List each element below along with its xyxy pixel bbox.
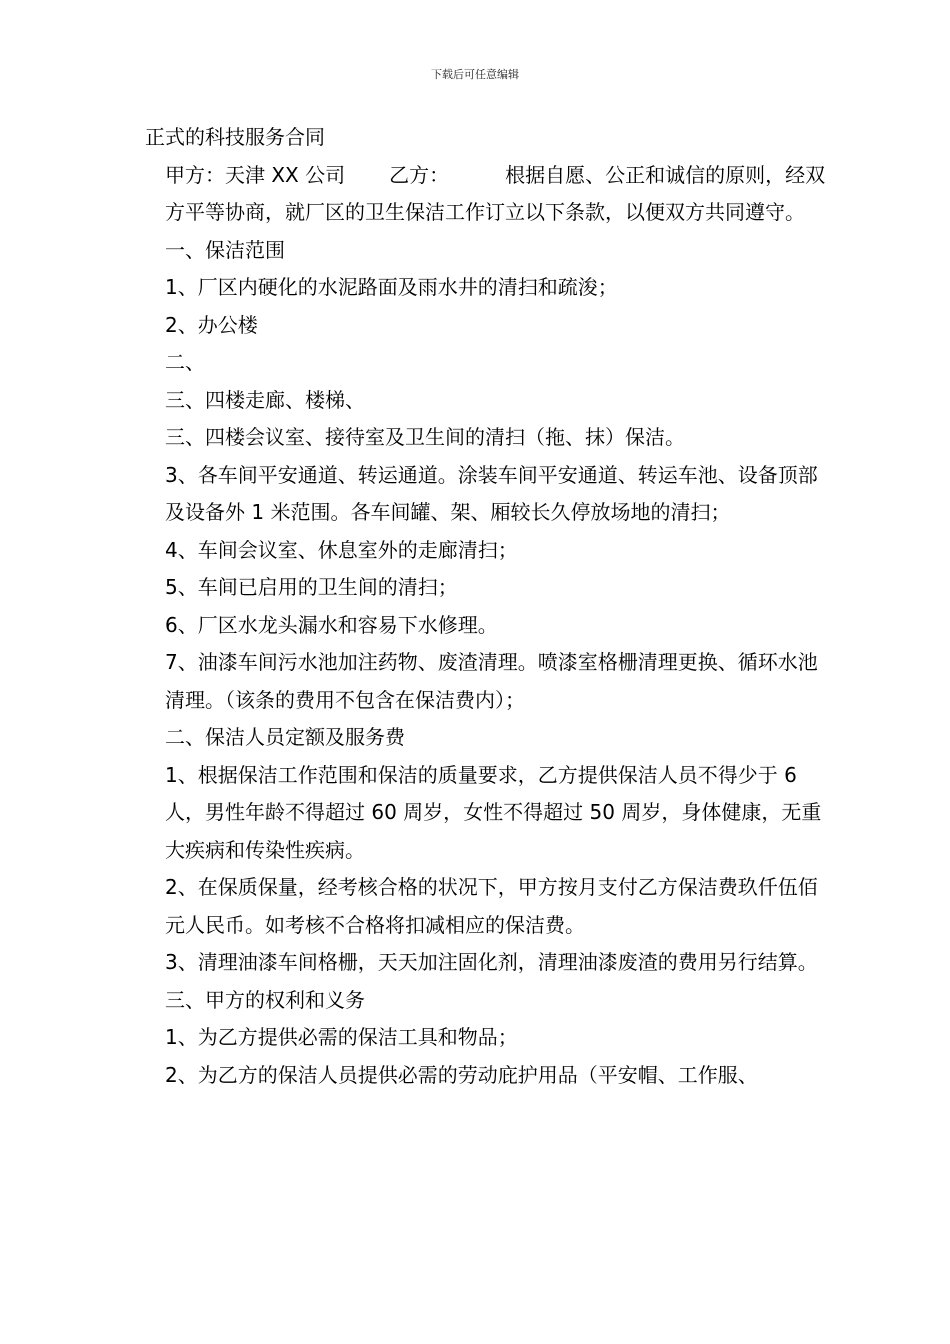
- intro-paragraph: [145, 157, 830, 232]
- paragraph: 三、甲方的权利和义务: [165, 987, 365, 1012]
- paragraph: 1、根据保洁工作范围和保洁的质量要求，乙方提供保洁人员不得少于 6 人，男性年龄不得超过 60 周岁，女性不得超过 50 周岁，身体健康，无重大疾病和传染性疾病。: [165, 762, 822, 862]
- paragraph: 一、保洁范围: [165, 237, 285, 262]
- paragraph: 1、为乙方提供必需的保洁工具和物品；: [165, 1025, 518, 1049]
- paragraph: 3、各车间平安通道、转运通道。涂装车间平安通道、转运车池、设备顶部及设备外 1 米范围。各车间罐、架、厢较长久停放场地的清扫；: [165, 462, 818, 524]
- page-header-note: 下载后可任意编辑: [431, 68, 519, 81]
- paragraph: 7、油漆车间污水池加注药物、废渣清理。喷漆室格栅清理更换、循环水池清理。（该条的费用不包含在保洁费内）；: [165, 650, 818, 712]
- paragraph: 4、车间会议室、休息室外的走廊清扫；: [165, 537, 518, 562]
- paragraph: 5、车间已启用的卫生间的清扫；: [165, 575, 458, 599]
- paragraph: 2、为乙方的保洁人员提供必需的劳动庇护用品（平安帽、工作服、: [165, 1062, 758, 1087]
- party-a: 甲方：天津 XX 公司: [165, 162, 346, 187]
- paragraph: 三、四楼会议室、接待室及卫生间的清扫（拖、抹）保洁。: [165, 425, 685, 449]
- paragraph: 二、: [165, 350, 205, 374]
- paragraph: 三、四楼走廊、楼梯、: [165, 387, 365, 412]
- paragraph: 6、厂区水龙头漏水和容易下水修理。: [165, 612, 498, 637]
- document-title: 正式的科技服务合同: [145, 125, 325, 149]
- document-body: [145, 119, 830, 1094]
- paragraph: 二、保洁人员定额及服务费: [165, 725, 405, 749]
- paragraph: 3、清理油漆车间格栅，天天加注固化剂，清理油漆废渣的费用另行结算。: [165, 950, 818, 974]
- intro-text: 根据自愿、公正和诚信的原则，经双方平等协商，就厂区的卫生保洁工作订立以下条款，以便双方共同遵守。: [165, 162, 826, 224]
- paragraph: 1、厂区内硬化的水泥路面及雨水井的清扫和疏浚；: [165, 275, 618, 299]
- paragraph: 2、办公楼: [165, 312, 258, 337]
- party-b: 乙方：: [389, 162, 450, 187]
- paragraph: 2、在保质保量，经考核合格的状况下，甲方按月支付乙方保洁费玖仟伍佰元人民币。如考核不合格将扣减相应的保洁费。: [165, 875, 818, 937]
